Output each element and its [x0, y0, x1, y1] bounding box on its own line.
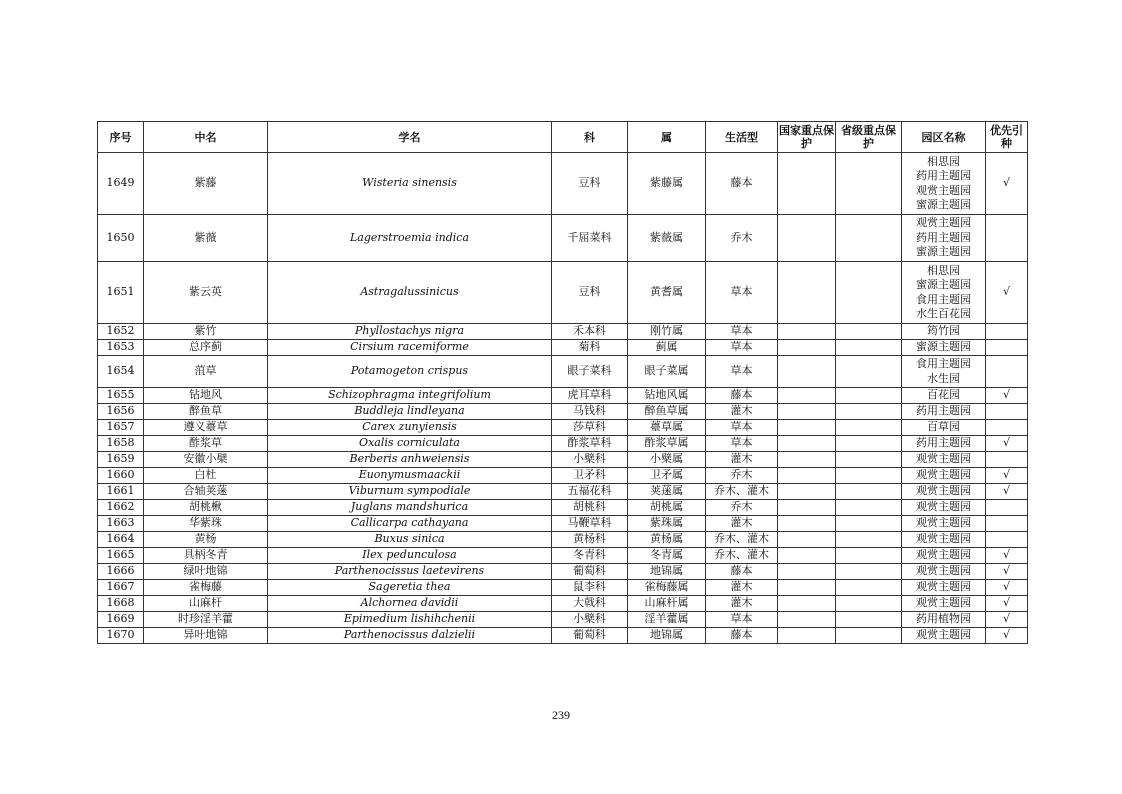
row-number-cell: 1667 — [98, 580, 144, 596]
garden-names-cell — [902, 404, 986, 420]
national-protection-cell — [778, 468, 836, 484]
priority-cell — [986, 215, 1028, 262]
table-row — [98, 516, 1028, 532]
chinese-name-cell: 异叶地锦 — [144, 628, 268, 644]
garden-name: 蜜源主题园 — [916, 278, 971, 291]
family-cell: 禾本科 — [552, 324, 628, 340]
chinese-name-cell: 白杜 — [144, 468, 268, 484]
row-number-cell: 1659 — [98, 452, 144, 468]
genus-cell: 钻地风属 — [628, 388, 706, 404]
garden-names-cell — [902, 420, 986, 436]
garden-name: 观赏主题园 — [916, 564, 971, 578]
garden-name: 观赏主题园 — [916, 500, 971, 514]
priority-cell: √ — [986, 436, 1028, 452]
provincial-protection-cell — [836, 324, 902, 340]
table-row — [98, 532, 1028, 548]
priority-cell — [986, 452, 1028, 468]
national-protection-cell — [778, 215, 836, 262]
life-form-cell: 草本 — [706, 324, 778, 340]
provincial-protection-cell — [836, 612, 902, 628]
header-cell: 中名 — [144, 122, 268, 153]
provincial-protection-cell — [836, 484, 902, 500]
row-number-cell: 1666 — [98, 564, 144, 580]
genus-cell: 小檗属 — [628, 452, 706, 468]
table-row — [98, 500, 1028, 516]
national-protection-cell — [778, 324, 836, 340]
genus-cell: 酢浆草属 — [628, 436, 706, 452]
chinese-name-cell: 具柄冬青 — [144, 548, 268, 564]
garden-names-cell — [902, 262, 986, 324]
provincial-protection-cell — [836, 356, 902, 388]
garden-names-cell — [902, 548, 986, 564]
priority-cell — [986, 404, 1028, 420]
garden-name: 观赏主题园 — [916, 183, 971, 197]
table-row — [98, 420, 1028, 436]
garden-names-cell — [902, 516, 986, 532]
life-form-cell: 藤本 — [706, 153, 778, 215]
row-number-cell: 1652 — [98, 324, 144, 340]
table-row — [98, 262, 1028, 324]
life-form-cell: 藤本 — [706, 564, 778, 580]
chinese-name-cell: 菹草 — [144, 356, 268, 388]
priority-cell: √ — [986, 580, 1028, 596]
chinese-name-cell: 山麻杆 — [144, 596, 268, 612]
garden-name: 食用主题园 — [916, 292, 971, 306]
priority-cell — [986, 324, 1028, 340]
national-protection-cell — [778, 484, 836, 500]
row-number-cell: 1661 — [98, 484, 144, 500]
life-form-cell: 草本 — [706, 612, 778, 628]
garden-names-cell — [902, 564, 986, 580]
national-protection-cell — [778, 580, 836, 596]
row-number-cell: 1650 — [98, 215, 144, 262]
row-number-cell: 1653 — [98, 340, 144, 356]
chinese-name-cell: 钻地风 — [144, 388, 268, 404]
scientific-name-cell: Buxus sinica — [268, 532, 552, 548]
table-row — [98, 580, 1028, 596]
family-cell: 葡萄科 — [552, 564, 628, 580]
genus-cell: 眼子菜属 — [628, 356, 706, 388]
garden-name: 食用主题园 — [916, 357, 971, 370]
life-form-cell: 灌木 — [706, 580, 778, 596]
row-number-cell: 1658 — [98, 436, 144, 452]
genus-cell: 山麻杆属 — [628, 596, 706, 612]
priority-cell: √ — [986, 548, 1028, 564]
garden-names-cell — [902, 356, 986, 388]
genus-cell: 冬青属 — [628, 548, 706, 564]
genus-cell: 刚竹属 — [628, 324, 706, 340]
life-form-cell: 灌木 — [706, 596, 778, 612]
garden-name: 观赏主题园 — [916, 532, 971, 546]
life-form-cell: 乔木、灌木 — [706, 484, 778, 500]
life-form-cell: 草本 — [706, 340, 778, 356]
provincial-protection-cell — [836, 215, 902, 262]
table-row — [98, 404, 1028, 420]
genus-cell: 紫藤属 — [628, 153, 706, 215]
scientific-name-cell: Sageretia thea — [268, 580, 552, 596]
garden-names-cell — [902, 596, 986, 612]
family-cell: 马钱科 — [552, 404, 628, 420]
garden-name: 蜜源主题园 — [916, 340, 971, 354]
table-row — [98, 628, 1028, 644]
life-form-cell: 藤本 — [706, 628, 778, 644]
family-cell: 眼子菜科 — [552, 356, 628, 388]
life-form-cell: 草本 — [706, 436, 778, 452]
life-form-cell: 乔木 — [706, 215, 778, 262]
garden-name: 筠竹园 — [927, 324, 960, 338]
genus-cell: 淫羊藿属 — [628, 612, 706, 628]
genus-cell: 卫矛属 — [628, 468, 706, 484]
row-number-cell: 1660 — [98, 468, 144, 484]
table-row — [98, 452, 1028, 468]
family-cell: 大戟科 — [552, 596, 628, 612]
priority-cell: √ — [986, 484, 1028, 500]
table-row — [98, 548, 1028, 564]
national-protection-cell — [778, 500, 836, 516]
genus-cell: 醉鱼草属 — [628, 404, 706, 420]
row-number-cell: 1663 — [98, 516, 144, 532]
row-number-cell: 1662 — [98, 500, 144, 516]
life-form-cell: 草本 — [706, 420, 778, 436]
scientific-name-cell: Epimedium lishihchenii — [268, 612, 552, 628]
genus-cell: 薹草属 — [628, 420, 706, 436]
table-row — [98, 153, 1028, 215]
provincial-protection-cell — [836, 436, 902, 452]
row-number-cell: 1656 — [98, 404, 144, 420]
header-cell: 国家重点保护 — [778, 122, 836, 153]
provincial-protection-cell — [836, 516, 902, 532]
chinese-name-cell: 绿叶地锦 — [144, 564, 268, 580]
provincial-protection-cell — [836, 532, 902, 548]
row-number-cell: 1664 — [98, 532, 144, 548]
family-cell: 葡萄科 — [552, 628, 628, 644]
row-number-cell: 1649 — [98, 153, 144, 215]
page-number: 239 — [552, 708, 570, 722]
provincial-protection-cell — [836, 564, 902, 580]
provincial-protection-cell — [836, 580, 902, 596]
garden-name: 观赏主题园 — [916, 596, 971, 610]
garden-name: 药用主题园 — [916, 169, 971, 182]
priority-cell — [986, 516, 1028, 532]
row-number-cell: 1668 — [98, 596, 144, 612]
garden-name: 观赏主题园 — [916, 468, 971, 482]
chinese-name-cell: 黄杨 — [144, 532, 268, 548]
garden-name: 观赏主题园 — [916, 580, 971, 594]
provincial-protection-cell — [836, 388, 902, 404]
life-form-cell: 藤本 — [706, 388, 778, 404]
national-protection-cell — [778, 564, 836, 580]
family-cell: 冬青科 — [552, 548, 628, 564]
chinese-name-cell: 紫藤 — [144, 153, 268, 215]
family-cell: 虎耳草科 — [552, 388, 628, 404]
provincial-protection-cell — [836, 404, 902, 420]
family-cell: 小檗科 — [552, 612, 628, 628]
garden-name: 药用主题园 — [916, 436, 971, 450]
scientific-name-cell: Schizophragma integrifolium — [268, 388, 552, 404]
family-cell: 菊科 — [552, 340, 628, 356]
scientific-name-cell: Juglans mandshurica — [268, 500, 552, 516]
garden-name: 药用主题园 — [916, 230, 971, 244]
provincial-protection-cell — [836, 548, 902, 564]
chinese-name-cell: 合轴荚蒾 — [144, 484, 268, 500]
scientific-name-cell: Berberis anhweiensis — [268, 452, 552, 468]
scientific-name-cell: Callicarpa cathayana — [268, 516, 552, 532]
garden-names-cell — [902, 532, 986, 548]
priority-cell: √ — [986, 388, 1028, 404]
table-row — [98, 468, 1028, 484]
table-row — [98, 324, 1028, 340]
genus-cell: 地锦属 — [628, 628, 706, 644]
provincial-protection-cell — [836, 420, 902, 436]
garden-name: 观赏主题园 — [916, 484, 971, 498]
chinese-name-cell: 紫云英 — [144, 262, 268, 324]
garden-name: 观赏主题园 — [916, 516, 971, 530]
garden-names-cell — [902, 215, 986, 262]
scientific-name-cell: Ilex pedunculosa — [268, 548, 552, 564]
provincial-protection-cell — [836, 262, 902, 324]
garden-names-cell — [902, 340, 986, 356]
header-cell: 序号 — [98, 122, 144, 153]
table-row — [98, 215, 1028, 262]
row-number-cell: 1651 — [98, 262, 144, 324]
garden-name: 观赏主题园 — [916, 216, 971, 230]
header-cell: 省级重点保护 — [836, 122, 902, 153]
provincial-protection-cell — [836, 500, 902, 516]
scientific-name-cell: Potamogeton crispus — [268, 356, 552, 388]
national-protection-cell — [778, 388, 836, 404]
scientific-name-cell: Carex zunyiensis — [268, 420, 552, 436]
chinese-name-cell: 安徽小檗 — [144, 452, 268, 468]
header-cell: 科 — [552, 122, 628, 153]
life-form-cell: 乔木、灌木 — [706, 532, 778, 548]
chinese-name-cell: 雀梅藤 — [144, 580, 268, 596]
table-row — [98, 340, 1028, 356]
garden-name: 蜜源主题园 — [916, 198, 971, 211]
table-row — [98, 436, 1028, 452]
scientific-name-cell: Cirsium racemiforme — [268, 340, 552, 356]
priority-cell: √ — [986, 262, 1028, 324]
garden-name: 百花园 — [927, 388, 960, 402]
family-cell: 酢浆草科 — [552, 436, 628, 452]
garden-name: 观赏主题园 — [916, 452, 971, 466]
garden-names-cell — [902, 468, 986, 484]
family-cell: 马鞭草科 — [552, 516, 628, 532]
priority-cell: √ — [986, 612, 1028, 628]
national-protection-cell — [778, 404, 836, 420]
provincial-protection-cell — [836, 628, 902, 644]
chinese-name-cell: 胡桃楸 — [144, 500, 268, 516]
garden-name: 观赏主题园 — [916, 548, 971, 562]
national-protection-cell — [778, 153, 836, 215]
provincial-protection-cell — [836, 452, 902, 468]
priority-cell: √ — [986, 468, 1028, 484]
row-number-cell: 1670 — [98, 628, 144, 644]
row-number-cell: 1669 — [98, 612, 144, 628]
chinese-name-cell: 总序蓟 — [144, 340, 268, 356]
life-form-cell: 草本 — [706, 262, 778, 324]
scientific-name-cell: Phyllostachys nigra — [268, 324, 552, 340]
priority-cell — [986, 500, 1028, 516]
genus-cell: 黄耆属 — [628, 262, 706, 324]
garden-name: 百草园 — [927, 420, 960, 434]
garden-name: 蜜源主题园 — [916, 245, 971, 259]
genus-cell: 地锦属 — [628, 564, 706, 580]
family-cell: 卫矛科 — [552, 468, 628, 484]
scientific-name-cell: Astragalussinicus — [268, 262, 552, 324]
garden-name: 药用主题园 — [916, 404, 971, 418]
national-protection-cell — [778, 516, 836, 532]
garden-names-cell — [902, 612, 986, 628]
row-number-cell: 1665 — [98, 548, 144, 564]
priority-cell — [986, 532, 1028, 548]
table-row — [98, 612, 1028, 628]
garden-name: 水生百花园 — [916, 307, 971, 320]
national-protection-cell — [778, 340, 836, 356]
life-form-cell: 灌木 — [706, 404, 778, 420]
chinese-name-cell: 时珍淫羊藿 — [144, 612, 268, 628]
priority-cell: √ — [986, 564, 1028, 580]
priority-cell: √ — [986, 628, 1028, 644]
family-cell: 胡桃科 — [552, 500, 628, 516]
scientific-name-cell: Parthenocissus dalzielii — [268, 628, 552, 644]
scientific-name-cell: Viburnum sympodiale — [268, 484, 552, 500]
national-protection-cell — [778, 596, 836, 612]
national-protection-cell — [778, 628, 836, 644]
provincial-protection-cell — [836, 468, 902, 484]
garden-names-cell — [902, 580, 986, 596]
genus-cell: 雀梅藤属 — [628, 580, 706, 596]
table-row — [98, 484, 1028, 500]
scientific-name-cell: Parthenocissus laetevirens — [268, 564, 552, 580]
family-cell: 豆科 — [552, 262, 628, 324]
priority-cell — [986, 356, 1028, 388]
national-protection-cell — [778, 612, 836, 628]
header-cell: 园区名称 — [902, 122, 986, 153]
table-row — [98, 564, 1028, 580]
life-form-cell: 乔木、灌木 — [706, 548, 778, 564]
provincial-protection-cell — [836, 596, 902, 612]
header-row — [98, 122, 1028, 153]
garden-names-cell — [902, 153, 986, 215]
priority-cell — [986, 420, 1028, 436]
row-number-cell: 1654 — [98, 356, 144, 388]
garden-name: 相思园 — [927, 263, 960, 277]
genus-cell: 黄杨属 — [628, 532, 706, 548]
national-protection-cell — [778, 262, 836, 324]
priority-cell: √ — [986, 153, 1028, 215]
header-cell: 优先引种 — [986, 122, 1028, 153]
scientific-name-cell: Oxalis corniculata — [268, 436, 552, 452]
table-row — [98, 388, 1028, 404]
genus-cell: 荚蒾属 — [628, 484, 706, 500]
family-cell: 小檗科 — [552, 452, 628, 468]
genus-cell: 蓟属 — [628, 340, 706, 356]
national-protection-cell — [778, 548, 836, 564]
provincial-protection-cell — [836, 340, 902, 356]
row-number-cell: 1657 — [98, 420, 144, 436]
life-form-cell: 乔木 — [706, 500, 778, 516]
national-protection-cell — [778, 452, 836, 468]
family-cell: 黄杨科 — [552, 532, 628, 548]
genus-cell: 胡桃属 — [628, 500, 706, 516]
scientific-name-cell: Buddleja lindleyana — [268, 404, 552, 420]
chinese-name-cell: 遵义薹草 — [144, 420, 268, 436]
garden-names-cell — [902, 436, 986, 452]
scientific-name-cell: Alchornea davidii — [268, 596, 552, 612]
national-protection-cell — [778, 420, 836, 436]
family-cell: 莎草科 — [552, 420, 628, 436]
header-cell: 属 — [628, 122, 706, 153]
national-protection-cell — [778, 436, 836, 452]
row-number-cell: 1655 — [98, 388, 144, 404]
header-cell: 学名 — [268, 122, 552, 153]
provincial-protection-cell — [836, 153, 902, 215]
chinese-name-cell: 醉鱼草 — [144, 404, 268, 420]
header-cell: 生活型 — [706, 122, 778, 153]
genus-cell: 紫珠属 — [628, 516, 706, 532]
plant-table — [97, 121, 1028, 644]
family-cell: 豆科 — [552, 153, 628, 215]
scientific-name-cell: Wisteria sinensis — [268, 153, 552, 215]
chinese-name-cell: 华紫珠 — [144, 516, 268, 532]
national-protection-cell — [778, 532, 836, 548]
chinese-name-cell: 紫薇 — [144, 215, 268, 262]
genus-cell: 紫薇属 — [628, 215, 706, 262]
scientific-name-cell: Lagerstroemia indica — [268, 215, 552, 262]
garden-name: 水生园 — [927, 371, 960, 385]
garden-names-cell — [902, 484, 986, 500]
priority-cell: √ — [986, 596, 1028, 612]
scientific-name-cell: Euonymusmaackii — [268, 468, 552, 484]
garden-names-cell — [902, 452, 986, 468]
national-protection-cell — [778, 356, 836, 388]
life-form-cell: 乔木 — [706, 468, 778, 484]
family-cell: 五福花科 — [552, 484, 628, 500]
garden-names-cell — [902, 500, 986, 516]
garden-names-cell — [902, 324, 986, 340]
life-form-cell: 灌木 — [706, 452, 778, 468]
garden-name: 药用植物园 — [916, 612, 971, 626]
chinese-name-cell: 紫竹 — [144, 324, 268, 340]
priority-cell — [986, 340, 1028, 356]
life-form-cell: 灌木 — [706, 516, 778, 532]
chinese-name-cell: 酢浆草 — [144, 436, 268, 452]
garden-names-cell — [902, 388, 986, 404]
family-cell: 千屈菜科 — [552, 215, 628, 262]
life-form-cell: 草本 — [706, 356, 778, 388]
garden-names-cell — [902, 628, 986, 644]
table-row — [98, 596, 1028, 612]
garden-name: 相思园 — [927, 154, 960, 168]
garden-name: 观赏主题园 — [916, 628, 971, 642]
table-row — [98, 356, 1028, 388]
family-cell: 鼠李科 — [552, 580, 628, 596]
